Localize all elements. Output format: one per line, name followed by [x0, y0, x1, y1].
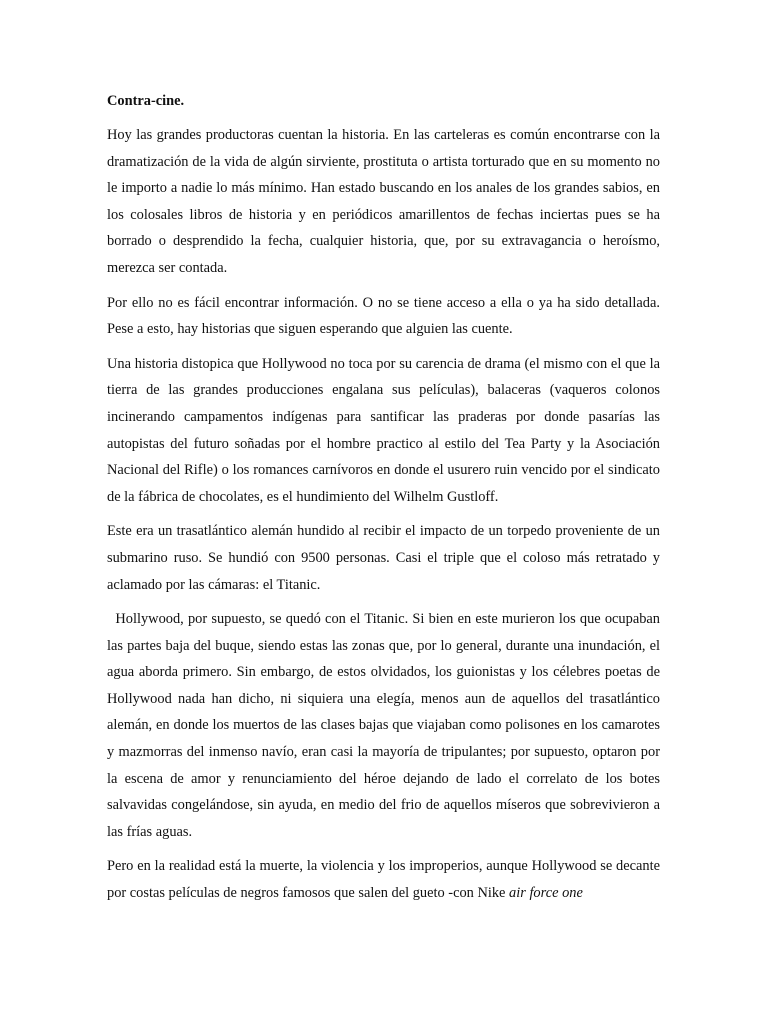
document-title: Contra-cine. — [107, 93, 185, 109]
paragraph-6-text: Pero en la realidad está la muerte, la violencia y los improperios, aunque Hollywood se decante por costas películas de negros famosos que salen del gueto -con Nike — [107, 858, 660, 902]
paragraph-5-text: Hollywood, por supuesto, se quedó con el Titanic. Si bien en este murieron los que ocupaban las partes baja del buque, siendo estas las zonas que, por lo general, durante una inundación, el agua aborda primero. Sin embargo, de estos olvidados, los guionistas y los célebres poetas de Hollywood nada han dicho, ni siquiera una elegía, menos aun de aquellos del trasatlántico alemán, en donde los muertos de las clases bajas que viajaban como polisones en los camarotes y mazmorras del inmenso navío, eran casi la mayoría de tripulantes; por supuesto, optaron por la escena de amor y renunciamiento del héroe dejando de lado el correlato de los botes salvavidas congelándose, sin ayuda, en medio del frio de aquellos míseros que sobrevivieron a las frías aguas. — [107, 611, 660, 840]
paragraph-4: Este era un trasatlántico alemán hundido al recibir el impacto de un torpedo proveniente de un submarino ruso. Se hundió con 9500 personas. Casi el triple que el coloso más retratado y aclamado por las cámaras: el Titanic. — [107, 523, 660, 593]
paragraph-3: Una historia distopica que Hollywood no toca por su carencia de drama (el mismo con el que la tierra de las grandes producciones engalana sus películas), balaceras (vaqueros colonos incinerando campamentos indígenas para santificar las praderas por donde pasarías las autopistas del futuro soñadas por el hombre practico al estilo del Tea Party y la Asociación Nacional del Rifle) o los romances carnívoros en donde el usurero ruin vencido por el sindicato de la fábrica de chocolates, es el hundimiento del Wilhelm Gustloff. — [107, 355, 660, 505]
paragraph-6 — [107, 853, 660, 906]
paragraph-6-italic-text: air force one — [509, 885, 583, 902]
paragraph-2: Por ello no es fácil encontrar información. O no se tiene acceso a ella o ya ha sido detallada. Pese a esto, hay historias que siguen esperando que alguien las cuente. — [107, 294, 660, 338]
document-body — [107, 88, 660, 907]
paragraph-1: Hoy las grandes productoras cuentan la historia. En las carteleras es común encontrarse con la dramatización de la vida de algún sirviente, prostituta o artista torturado que en su momento no le importo a nadie lo más mínimo. Han estado buscando en los anales de los grandes sabios, en los colosales libros de historia y en periódicos amarillentos de fechas inciertas pues se ha borrado o desprendido la fecha, cualquier historia, que, por su extravagancia o heroísmo, merezca ser contada. — [107, 127, 660, 276]
paragraph-5 — [107, 606, 660, 845]
